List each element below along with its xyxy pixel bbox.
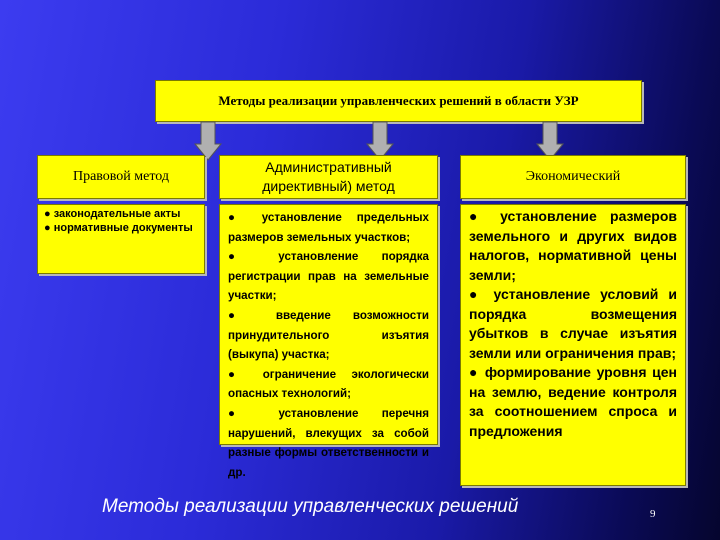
legal-method-list <box>37 204 205 274</box>
list-item: ● введение возможности принудительного изъятия (выкупа) участка; <box>228 308 429 362</box>
economic-method-header: Экономический <box>460 155 686 199</box>
list-item: ● ограничение экологически опасных технологий; <box>228 367 429 401</box>
administrative-method-list <box>219 204 438 479</box>
list-item: ● установление условий и порядка возмещения убытков в случае изъятия земли или ограничения прав; <box>469 286 677 361</box>
diagram-title: Методы реализации управленческих решений в области УЗР <box>155 80 642 122</box>
page-number: 9 <box>650 508 656 520</box>
list-item: ● установление перечня нарушений, влекущих за собой разные формы ответственности и др. <box>228 406 429 479</box>
slide-footer-title: Методы реализации управленческих решений <box>102 496 519 517</box>
list-item: ● законодательные акты <box>44 208 181 220</box>
legal-method-header: Правовой метод <box>37 155 205 199</box>
list-item: ● установление предельных размеров земельных участков; <box>228 211 429 244</box>
administrative-method-header: Административный директивный) метод <box>219 155 438 199</box>
list-item: ● нормативные документы <box>44 222 193 234</box>
list-item: ● установление порядка регистрации прав на земельные участки; <box>228 250 429 303</box>
economic-method-list <box>460 204 686 486</box>
list-item: ● установление размеров земельного и других видов налогов, нормативной цены земли; <box>469 208 677 283</box>
list-item: ● формирование уровня цен на землю, ведение контроля за соотношением спроса и предложения <box>469 364 677 439</box>
